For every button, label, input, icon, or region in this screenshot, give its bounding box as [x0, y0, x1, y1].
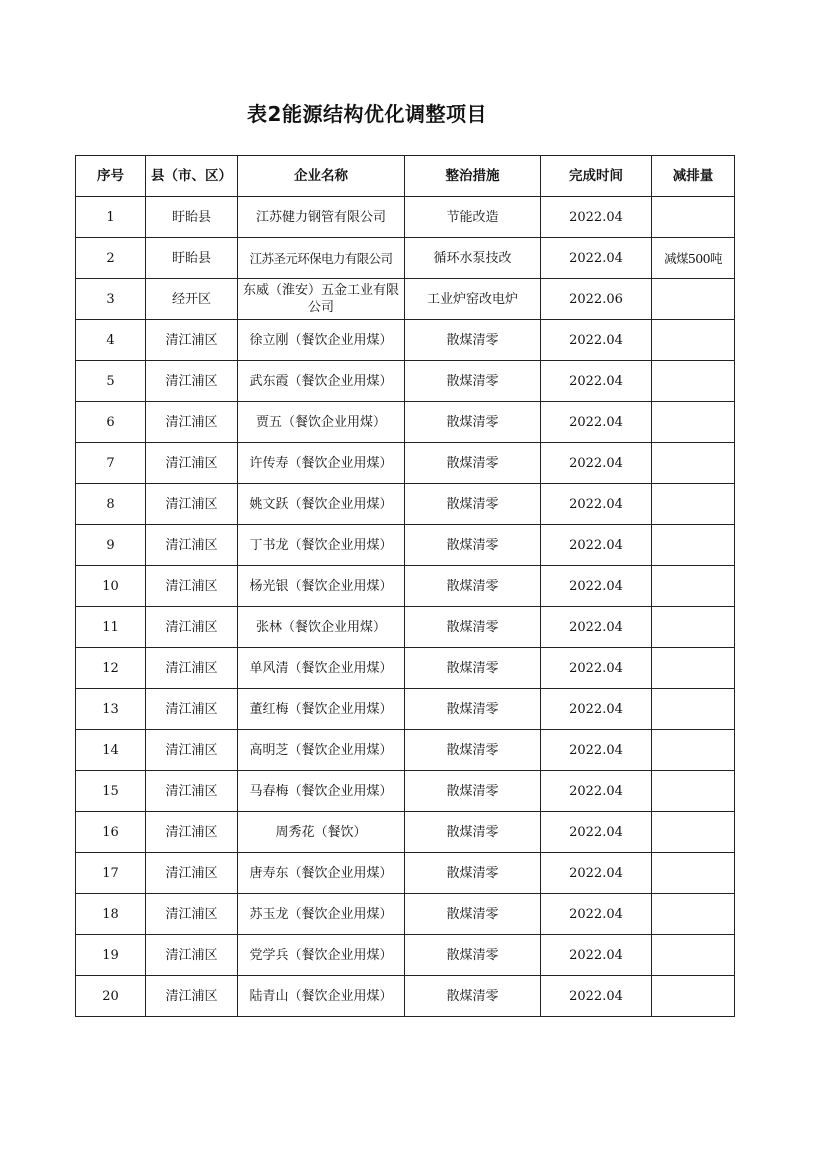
cell-measure: 散煤清零	[405, 361, 541, 402]
cell-completion-time: 2022.04	[541, 689, 652, 730]
cell-index: 5	[76, 361, 146, 402]
cell-measure: 散煤清零	[405, 484, 541, 525]
cell-company: 党学兵（餐饮企业用煤）	[238, 935, 405, 976]
cell-completion-time: 2022.04	[541, 812, 652, 853]
cell-county: 清江浦区	[146, 894, 238, 935]
cell-measure: 散煤清零	[405, 648, 541, 689]
cell-emission-reduction	[652, 607, 735, 648]
cell-measure: 散煤清零	[405, 320, 541, 361]
header-measure: 整治措施	[405, 156, 541, 197]
cell-county: 清江浦区	[146, 812, 238, 853]
cell-measure: 散煤清零	[405, 566, 541, 607]
cell-index: 9	[76, 525, 146, 566]
table-row	[76, 238, 735, 279]
cell-index: 19	[76, 935, 146, 976]
cell-company: 唐寿东（餐饮企业用煤）	[238, 853, 405, 894]
cell-county: 清江浦区	[146, 484, 238, 525]
table-row	[76, 361, 735, 402]
cell-county: 清江浦区	[146, 771, 238, 812]
cell-index: 2	[76, 238, 146, 279]
cell-county: 盱眙县	[146, 197, 238, 238]
cell-emission-reduction	[652, 525, 735, 566]
cell-emission-reduction	[652, 812, 735, 853]
cell-index: 17	[76, 853, 146, 894]
cell-county: 清江浦区	[146, 935, 238, 976]
cell-company: 丁书龙（餐饮企业用煤）	[238, 525, 405, 566]
cell-index: 16	[76, 812, 146, 853]
cell-completion-time: 2022.04	[541, 853, 652, 894]
cell-index: 18	[76, 894, 146, 935]
cell-completion-time: 2022.04	[541, 525, 652, 566]
cell-measure: 散煤清零	[405, 894, 541, 935]
cell-emission-reduction	[652, 484, 735, 525]
cell-company: 陆青山（餐饮企业用煤）	[238, 976, 405, 1017]
cell-emission-reduction	[652, 730, 735, 771]
cell-measure: 散煤清零	[405, 812, 541, 853]
cell-index: 12	[76, 648, 146, 689]
table-row	[76, 443, 735, 484]
cell-company: 徐立刚（餐饮企业用煤）	[238, 320, 405, 361]
cell-measure: 散煤清零	[405, 689, 541, 730]
cell-completion-time: 2022.04	[541, 197, 652, 238]
cell-company: 周秀花（餐饮）	[238, 812, 405, 853]
cell-completion-time: 2022.04	[541, 976, 652, 1017]
cell-company: 单风清（餐饮企业用煤）	[238, 648, 405, 689]
cell-company: 张林（餐饮企业用煤）	[238, 607, 405, 648]
cell-emission-reduction	[652, 197, 735, 238]
table-row	[76, 320, 735, 361]
cell-index: 8	[76, 484, 146, 525]
cell-completion-time: 2022.04	[541, 607, 652, 648]
cell-measure: 散煤清零	[405, 402, 541, 443]
cell-index: 1	[76, 197, 146, 238]
table-row	[76, 607, 735, 648]
cell-emission-reduction	[652, 648, 735, 689]
cell-company: 杨光银（餐饮企业用煤）	[238, 566, 405, 607]
cell-emission-reduction	[652, 894, 735, 935]
cell-index: 11	[76, 607, 146, 648]
table-body	[76, 197, 735, 1017]
cell-measure: 散煤清零	[405, 935, 541, 976]
table-row	[76, 730, 735, 771]
cell-county: 清江浦区	[146, 648, 238, 689]
cell-company: 许传寿（餐饮企业用煤）	[238, 443, 405, 484]
table-row	[76, 402, 735, 443]
page-title: 表2能源结构优化调整项目	[247, 102, 487, 126]
cell-emission-reduction	[652, 771, 735, 812]
cell-completion-time: 2022.06	[541, 279, 652, 320]
cell-completion-time: 2022.04	[541, 238, 652, 279]
cell-company: 贾五（餐饮企业用煤）	[238, 402, 405, 443]
cell-index: 7	[76, 443, 146, 484]
cell-completion-time: 2022.04	[541, 566, 652, 607]
cell-emission-reduction	[652, 689, 735, 730]
header-county: 县（市、区）	[146, 156, 238, 197]
cell-completion-time: 2022.04	[541, 648, 652, 689]
table-row	[76, 976, 735, 1017]
cell-measure: 节能改造	[405, 197, 541, 238]
cell-completion-time: 2022.04	[541, 443, 652, 484]
cell-completion-time: 2022.04	[541, 771, 652, 812]
cell-index: 20	[76, 976, 146, 1017]
cell-company: 江苏圣元环保电力有限公司	[238, 238, 405, 279]
cell-emission-reduction	[652, 566, 735, 607]
table-row	[76, 771, 735, 812]
cell-emission-reduction	[652, 935, 735, 976]
cell-county: 清江浦区	[146, 730, 238, 771]
cell-emission-reduction	[652, 402, 735, 443]
cell-county: 清江浦区	[146, 402, 238, 443]
cell-completion-time: 2022.04	[541, 894, 652, 935]
cell-company: 董红梅（餐饮企业用煤）	[238, 689, 405, 730]
cell-measure: 散煤清零	[405, 853, 541, 894]
cell-company: 马春梅（餐饮企业用煤）	[238, 771, 405, 812]
cell-index: 3	[76, 279, 146, 320]
header-emission-reduction: 减排量	[652, 156, 735, 197]
cell-index: 14	[76, 730, 146, 771]
cell-index: 6	[76, 402, 146, 443]
cell-company: 姚文跃（餐饮企业用煤）	[238, 484, 405, 525]
cell-company: 东威（淮安）五金工业有限公司	[238, 279, 405, 320]
header-index: 序号	[76, 156, 146, 197]
table-row	[76, 935, 735, 976]
cell-county: 经开区	[146, 279, 238, 320]
cell-measure: 散煤清零	[405, 730, 541, 771]
table-row	[76, 525, 735, 566]
cell-index: 10	[76, 566, 146, 607]
cell-emission-reduction	[652, 279, 735, 320]
cell-county: 清江浦区	[146, 525, 238, 566]
table-row	[76, 894, 735, 935]
table-row	[76, 812, 735, 853]
cell-emission-reduction	[652, 443, 735, 484]
cell-county: 清江浦区	[146, 566, 238, 607]
cell-measure: 散煤清零	[405, 976, 541, 1017]
table-row	[76, 279, 735, 320]
header-completion-time: 完成时间	[541, 156, 652, 197]
cell-emission-reduction	[652, 976, 735, 1017]
cell-completion-time: 2022.04	[541, 320, 652, 361]
project-table	[75, 155, 735, 1017]
cell-emission-reduction	[652, 361, 735, 402]
cell-company: 苏玉龙（餐饮企业用煤）	[238, 894, 405, 935]
cell-emission-reduction: 减煤500吨	[652, 238, 735, 279]
cell-county: 清江浦区	[146, 976, 238, 1017]
cell-completion-time: 2022.04	[541, 484, 652, 525]
cell-company: 高明芝（餐饮企业用煤）	[238, 730, 405, 771]
cell-county: 清江浦区	[146, 607, 238, 648]
header-company: 企业名称	[238, 156, 405, 197]
cell-index: 15	[76, 771, 146, 812]
table-row	[76, 197, 735, 238]
cell-emission-reduction	[652, 320, 735, 361]
cell-index: 13	[76, 689, 146, 730]
cell-measure: 散煤清零	[405, 443, 541, 484]
header-row	[76, 156, 735, 197]
cell-county: 清江浦区	[146, 853, 238, 894]
cell-emission-reduction	[652, 853, 735, 894]
cell-county: 清江浦区	[146, 320, 238, 361]
cell-measure: 散煤清零	[405, 607, 541, 648]
cell-measure: 散煤清零	[405, 525, 541, 566]
cell-company: 武东霞（餐饮企业用煤）	[238, 361, 405, 402]
cell-completion-time: 2022.04	[541, 730, 652, 771]
cell-county: 清江浦区	[146, 443, 238, 484]
cell-completion-time: 2022.04	[541, 361, 652, 402]
cell-measure: 循环水泵技改	[405, 238, 541, 279]
table-row	[76, 648, 735, 689]
cell-completion-time: 2022.04	[541, 935, 652, 976]
cell-measure: 散煤清零	[405, 771, 541, 812]
table-row	[76, 689, 735, 730]
cell-county: 清江浦区	[146, 689, 238, 730]
cell-county: 盱眙县	[146, 238, 238, 279]
table-row	[76, 484, 735, 525]
cell-company: 江苏健力钢管有限公司	[238, 197, 405, 238]
cell-county: 清江浦区	[146, 361, 238, 402]
table-row	[76, 853, 735, 894]
cell-completion-time: 2022.04	[541, 402, 652, 443]
cell-measure: 工业炉窑改电炉	[405, 279, 541, 320]
table-row	[76, 566, 735, 607]
cell-index: 4	[76, 320, 146, 361]
